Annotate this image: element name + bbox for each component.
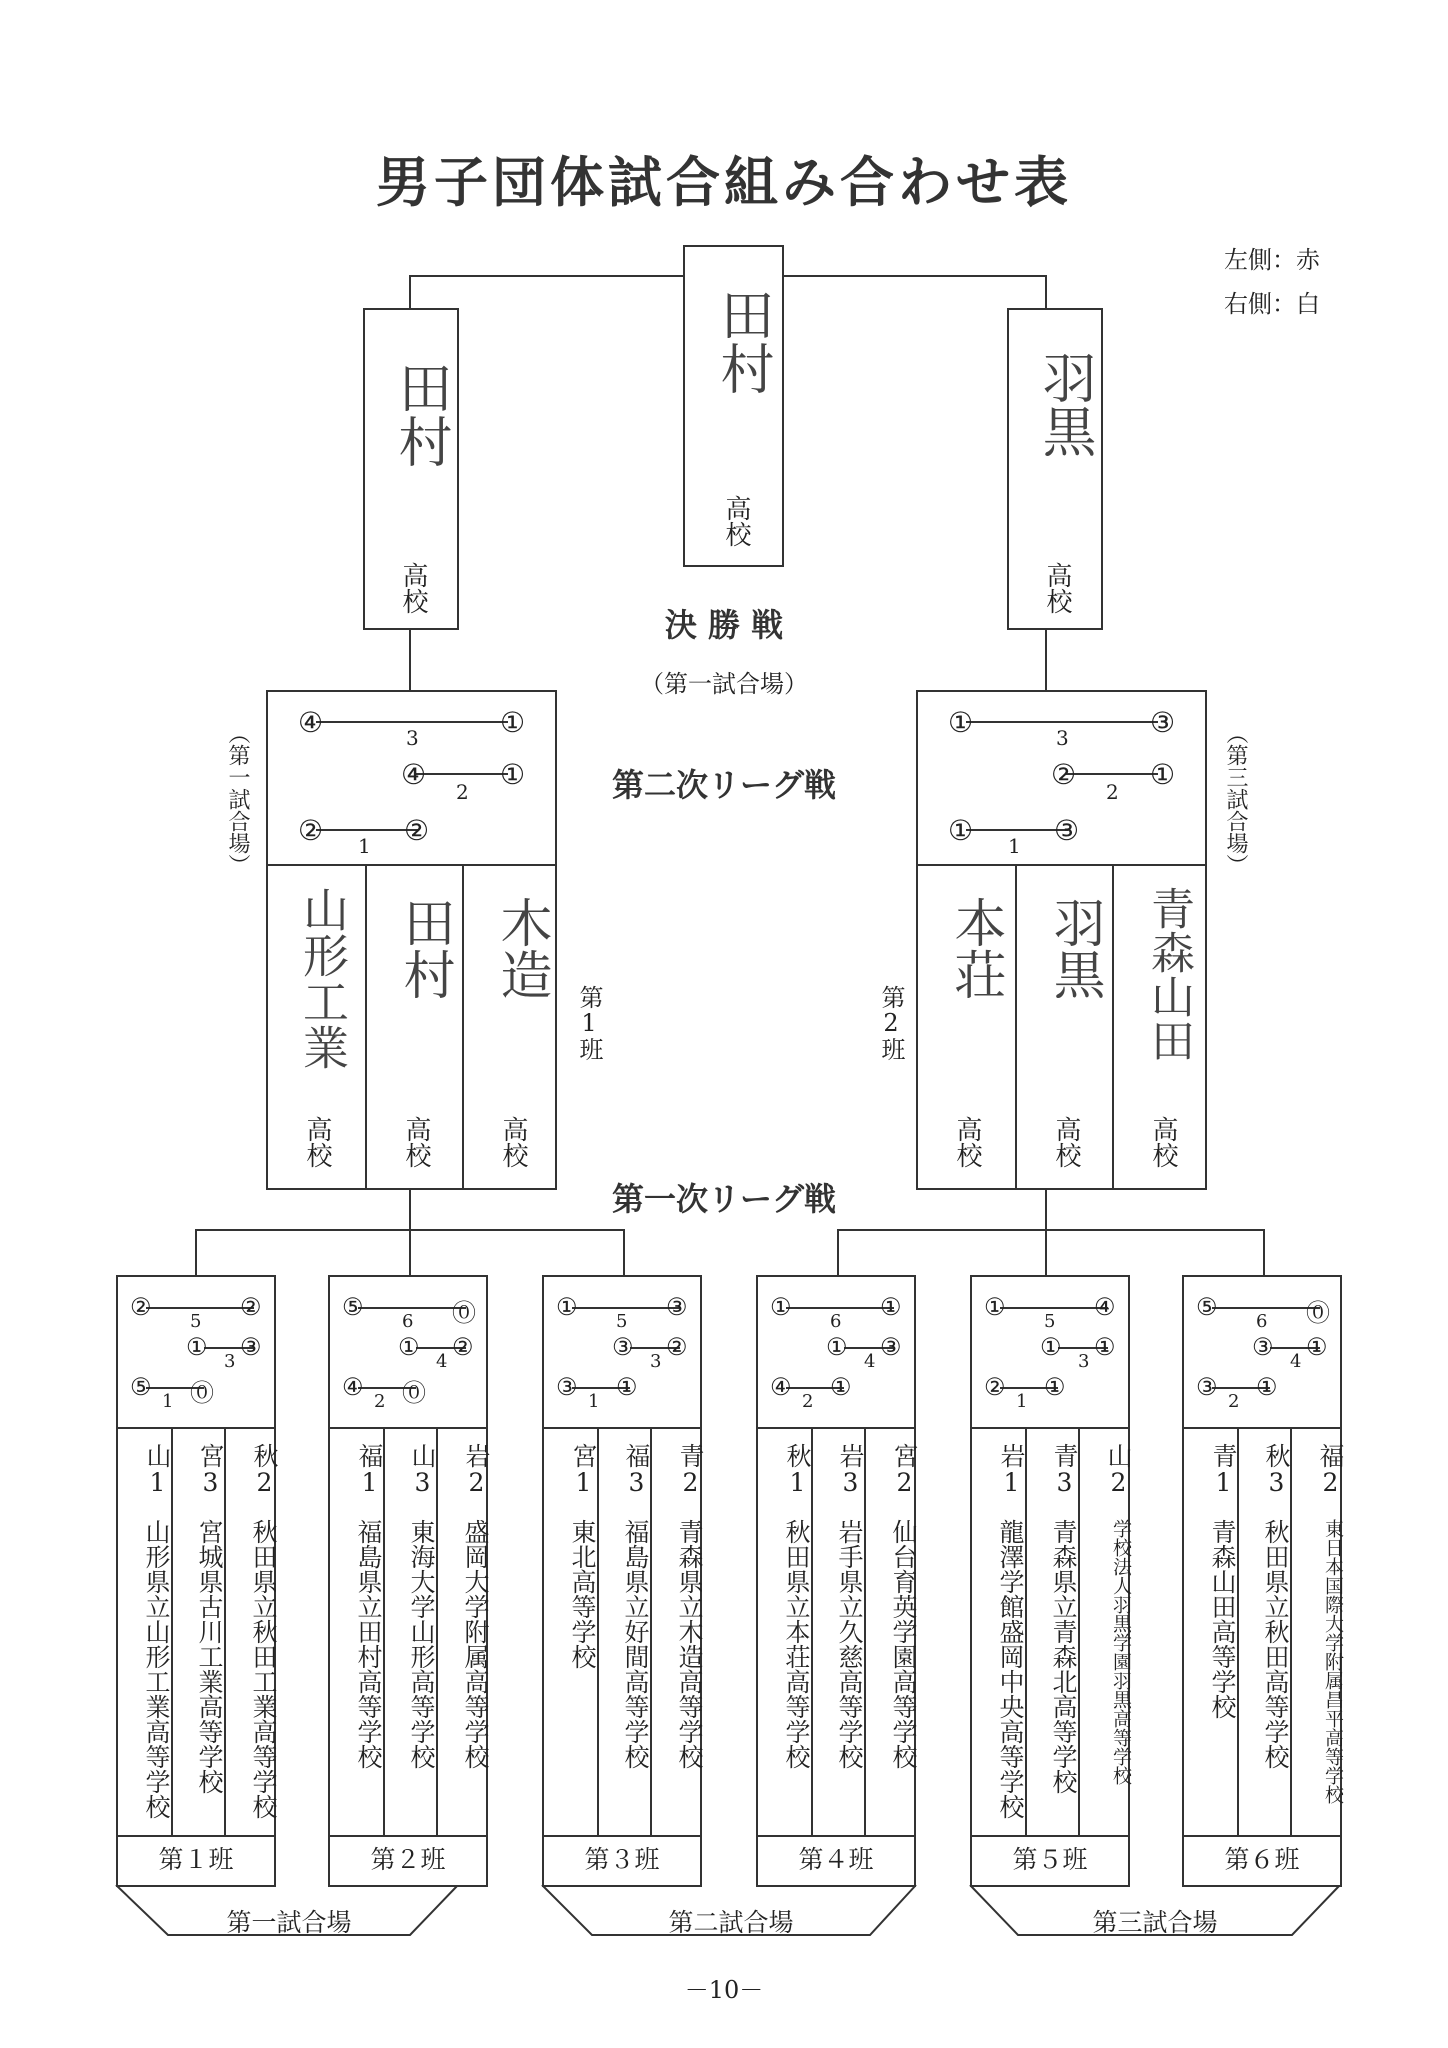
final-winner-name: 田村 (712, 287, 775, 395)
team-name: 秋田県立本荘高等学校 (782, 1519, 811, 1769)
match-left: ② (984, 1373, 1006, 1401)
team-cell (436, 1429, 490, 1837)
team-code: 福3 (622, 1443, 651, 1497)
match-left-1: ② (298, 814, 324, 847)
match-order: 6 (1256, 1311, 1268, 1332)
match-right: ⓪ (1306, 1299, 1330, 1327)
match-left-3: ④ (298, 706, 324, 739)
final-left-box (363, 308, 459, 630)
color-legend (1224, 238, 1320, 326)
team-suffix: 高校 (1051, 1116, 1081, 1168)
team-name: 山形工業 (296, 886, 350, 1070)
second-right-teams (918, 864, 1205, 1188)
team-name: 龍澤学館盛岡中央高等学校 (996, 1519, 1025, 1819)
group-label: 第２班 (330, 1835, 486, 1885)
team-code: 福1 (355, 1443, 384, 1497)
team-code: 宮3 (196, 1443, 225, 1497)
match-right: ① (1256, 1373, 1278, 1401)
match-left: ① (984, 1293, 1006, 1321)
team-name: 仙台育英学園高等学校 (889, 1519, 918, 1769)
match-right: ① (1094, 1333, 1116, 1361)
team-code: 青2 (676, 1443, 705, 1497)
team-cell (864, 1429, 918, 1837)
match-left: ⑤ (130, 1373, 152, 1401)
team-cell (544, 1429, 597, 1837)
match-left: ① (1040, 1333, 1062, 1361)
team-cell (383, 1429, 436, 1837)
match-order-3: 3 (1056, 726, 1069, 750)
second-left-teams (268, 864, 555, 1188)
match-left: ① (398, 1333, 420, 1361)
team-code: 青1 (1209, 1443, 1238, 1497)
group-box-1 (116, 1275, 279, 1887)
match-left: ⑤ (342, 1293, 364, 1321)
second-left-venue: （第一試合場） (225, 722, 250, 876)
team-name: 秋田県立秋田工業高等学校 (249, 1519, 278, 1819)
group-label: 第４班 (758, 1835, 914, 1885)
final-venue: （第一試合場） (640, 670, 808, 698)
match-order-2: 2 (1106, 780, 1119, 804)
match-order: 3 (224, 1351, 236, 1372)
group-label: 第５班 (972, 1835, 1128, 1885)
match-order-2: 2 (456, 780, 469, 804)
team-code: 岩3 (836, 1443, 865, 1497)
group-label: 第６班 (1184, 1835, 1340, 1885)
team-cell (224, 1429, 278, 1837)
match-right: ① (880, 1293, 902, 1321)
second-right-group: 第2班 (877, 985, 905, 1061)
venue-label-3: 第三試合場 (1092, 1908, 1218, 1937)
match-left: ④ (342, 1373, 364, 1401)
team-code: 秋3 (1262, 1443, 1291, 1497)
second-right-venue: （第三試合場） (1223, 722, 1248, 876)
match-order: 2 (374, 1391, 386, 1412)
team-cell (1184, 1429, 1237, 1837)
match-right-2: ① (500, 758, 526, 791)
match-order-1: 1 (358, 834, 371, 858)
match-left: ① (556, 1293, 578, 1321)
match-right: ② (666, 1333, 688, 1361)
team-name: 福島県立好間高等学校 (621, 1519, 650, 1769)
team-suffix: 高校 (952, 1116, 982, 1168)
team-name: 秋田県立秋田高等学校 (1261, 1519, 1290, 1769)
final-right-box (1007, 308, 1103, 630)
team-name: 青森県立青森北高等学校 (1049, 1519, 1078, 1794)
match-left-3: ① (948, 706, 974, 739)
final-winner-suffix: 高校 (721, 495, 751, 547)
team-cell (597, 1429, 650, 1837)
team-suffix: 高校 (498, 1116, 528, 1168)
team-name: 東北高等学校 (568, 1519, 597, 1669)
match-order: 2 (1228, 1391, 1240, 1412)
match-order: 3 (1078, 1351, 1090, 1372)
team-cell (330, 1429, 383, 1837)
match-right: ⓪ (190, 1379, 214, 1407)
match-right-1: ② (404, 814, 430, 847)
team-code: 福2 (1316, 1443, 1345, 1497)
group-box-2 (328, 1275, 491, 1887)
team-name: 山形県立山形工業高等学校 (142, 1519, 171, 1819)
second-round-label: 第二次リーグ戦 (611, 766, 836, 804)
team-name: 本荘 (945, 896, 1005, 1000)
team-cell (1078, 1429, 1132, 1837)
first-round-label: 第一次リーグ戦 (611, 1180, 836, 1218)
second-left-group: 第1班 (575, 985, 603, 1061)
match-left: ① (770, 1293, 792, 1321)
venue-label-1: 第一試合場 (226, 1908, 352, 1937)
match-order: 5 (1044, 1311, 1056, 1332)
team-cell (1112, 866, 1209, 1188)
match-right: ③ (880, 1333, 902, 1361)
match-order: 4 (436, 1351, 448, 1372)
match-order: 4 (1290, 1351, 1302, 1372)
team-name: 青森県立木造高等学校 (675, 1519, 704, 1769)
team-name: 羽黒 (1044, 896, 1104, 1000)
team-cell (1025, 1429, 1078, 1837)
match-left: ① (826, 1333, 848, 1361)
team-name: 岩手県立久慈高等学校 (835, 1519, 864, 1769)
team-cell (758, 1429, 811, 1837)
team-code: 山3 (408, 1443, 437, 1497)
second-round-right-box (916, 690, 1207, 1190)
final-right-suffix: 高校 (1042, 562, 1072, 614)
match-left: ③ (612, 1333, 634, 1361)
team-name: 盛岡大学附属高等学校 (461, 1519, 490, 1769)
group-teams (972, 1427, 1133, 1837)
page-title: 男子団体試合組み合わせ表 (376, 151, 1072, 214)
match-order: 4 (864, 1351, 876, 1372)
match-right-3: ① (500, 706, 526, 739)
match-left-2: ② (1051, 758, 1077, 791)
team-cell (1290, 1429, 1344, 1837)
team-cell (1015, 866, 1112, 1188)
group-label: 第１班 (118, 1835, 274, 1885)
team-cell (365, 866, 462, 1188)
match-right: ④ (1094, 1293, 1116, 1321)
group-box-5 (970, 1275, 1133, 1887)
team-name: 木造 (491, 896, 551, 1000)
final-left-suffix: 高校 (398, 562, 428, 614)
match-right: ① (1306, 1333, 1328, 1361)
match-right: ③ (240, 1333, 262, 1361)
match-left-1: ① (948, 814, 974, 847)
final-label: 決 勝 戦 (664, 606, 784, 644)
match-order: 6 (830, 1311, 842, 1332)
match-order: 3 (650, 1351, 662, 1372)
team-code: 山1 (143, 1443, 172, 1497)
team-cell (972, 1429, 1025, 1837)
team-cell (1237, 1429, 1290, 1837)
group-teams (330, 1427, 491, 1837)
group-box-6 (1182, 1275, 1345, 1887)
group-label: 第３班 (544, 1835, 700, 1885)
team-name: 宮城県古川工業高等学校 (195, 1519, 224, 1794)
match-left-2: ④ (401, 758, 427, 791)
match-order: 1 (162, 1391, 174, 1412)
match-right: ② (240, 1293, 262, 1321)
match-left: ② (130, 1293, 152, 1321)
team-suffix: 高校 (401, 1116, 431, 1168)
match-order: 6 (402, 1311, 414, 1332)
match-left: ③ (556, 1373, 578, 1401)
team-cell (811, 1429, 864, 1837)
group-teams (544, 1427, 705, 1837)
legend-right: 右側：白 (1224, 290, 1320, 318)
match-order: 1 (1016, 1391, 1028, 1412)
team-cell (462, 866, 559, 1188)
team-name: 青森山田高等学校 (1208, 1519, 1237, 1719)
match-right-3: ③ (1150, 706, 1176, 739)
group-box-3 (542, 1275, 705, 1887)
final-winner-box (683, 245, 784, 567)
team-cell (268, 866, 365, 1188)
match-right: ② (452, 1333, 474, 1361)
match-left: ③ (1252, 1333, 1274, 1361)
team-code: 宮1 (569, 1443, 598, 1497)
group-teams (1184, 1427, 1345, 1837)
team-name: 田村 (394, 896, 454, 1000)
match-order: 2 (802, 1391, 814, 1412)
team-suffix: 高校 (302, 1116, 332, 1168)
match-order: 1 (588, 1391, 600, 1412)
match-left: ④ (770, 1373, 792, 1401)
match-right: ⓪ (402, 1379, 426, 1407)
team-suffix: 高校 (1148, 1116, 1178, 1168)
team-cell (918, 866, 1015, 1188)
team-code: 青3 (1050, 1443, 1079, 1497)
match-right: ① (1044, 1373, 1066, 1401)
second-round-left-box (266, 690, 557, 1190)
match-order-1: 1 (1008, 834, 1021, 858)
final-left-name: 田村 (390, 360, 453, 468)
team-code: 宮2 (890, 1443, 919, 1497)
group-teams (118, 1427, 279, 1837)
group-teams (758, 1427, 919, 1837)
team-cell (171, 1429, 224, 1837)
team-name: 福島県立田村高等学校 (354, 1519, 383, 1769)
match-right: ③ (666, 1293, 688, 1321)
team-cell (650, 1429, 704, 1837)
final-right-name: 羽黒 (1034, 350, 1097, 458)
group-box-4 (756, 1275, 919, 1887)
venue-label-2: 第二試合場 (668, 1908, 794, 1937)
team-name: 青森山田 (1143, 886, 1194, 1062)
team-code: 山2 (1104, 1443, 1133, 1497)
match-left: ⑤ (1196, 1293, 1218, 1321)
team-code: 岩1 (997, 1443, 1026, 1497)
team-name: 東日本国際大学附属昌平高等学校 (1322, 1519, 1344, 1804)
match-right: ① (830, 1373, 852, 1401)
match-right: ⓪ (452, 1299, 476, 1327)
team-cell (118, 1429, 171, 1837)
match-left: ① (186, 1333, 208, 1361)
team-code: 秋2 (250, 1443, 279, 1497)
match-order-3: 3 (406, 726, 419, 750)
match-right-1: ③ (1054, 814, 1080, 847)
match-right-2: ① (1150, 758, 1176, 791)
legend-left: 左側：赤 (1224, 246, 1320, 274)
match-left: ③ (1196, 1373, 1218, 1401)
team-name: 東海大学山形高等学校 (407, 1519, 436, 1769)
page-number: －10－ (684, 1976, 764, 2004)
team-code: 秋1 (783, 1443, 812, 1497)
team-code: 岩2 (462, 1443, 491, 1497)
match-order: 5 (190, 1311, 202, 1332)
match-order: 5 (616, 1311, 628, 1332)
team-name: 学校法人羽黒学園羽黒高等学校 (1110, 1519, 1132, 1785)
match-right: ① (616, 1373, 638, 1401)
